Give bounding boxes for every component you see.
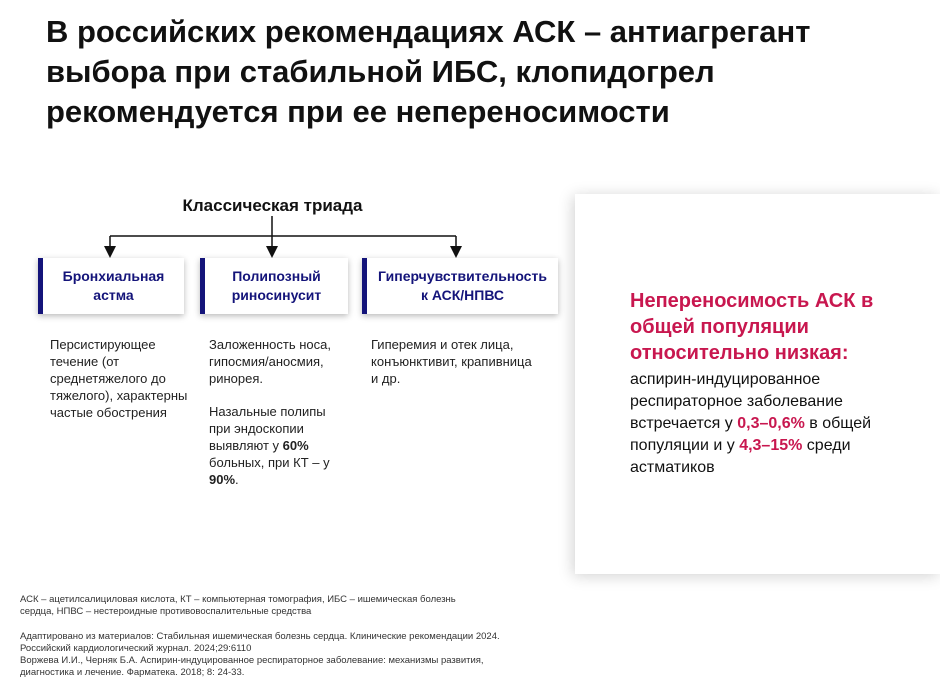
- polyps-ct-value: 90%: [209, 472, 236, 487]
- callout-heading: Непереносимость АСК в общей популяции относительно низкая:: [630, 290, 874, 364]
- reference-2: Воржева И.И., Черняк Б.А. Аспирин-индуцированное респираторное заболевание: механизмы развития, диагностика и лечение. Фарматека. 2018; 8: 24-33.: [20, 655, 484, 678]
- triad-column-rhinosinusitis-text: [209, 336, 344, 504]
- asthmatics-value: 4,3–15%: [739, 437, 803, 454]
- slide-title: В российских рекомендациях АСК – антиагрегант выбора при стабильной ИБС, клопидогрел рекомендуется при ее непереносимости: [46, 14, 811, 129]
- triad-box-rhinosinusitis: Полипозный риносинусит: [200, 258, 348, 314]
- general-population-value: 0,3–0,6%: [737, 415, 805, 432]
- callout-body: аспирин-индуцированное респираторное заболевание встречается у 0,3–0,6% в общей популяции и у 4,3–15% среди астматиков: [630, 371, 872, 476]
- triad-column-asthma-text: [50, 336, 190, 437]
- rhinosinusitis-symptoms: Заложенность носа, гипосмия/аносмия, ринорея.: [209, 337, 332, 386]
- triad-title: Классическая триада: [182, 196, 363, 215]
- triad-box-asthma: Бронхиальная астма: [38, 258, 184, 314]
- asthma-description: Персистирующее течение (от среднетяжелого до тяжелого), характерны частые обострения: [50, 337, 188, 420]
- polyps-description: Назальные полипы при эндоскопии выявляют у 60% больных, при КТ – у 90%.: [209, 404, 330, 487]
- triad-box-hypersensitivity: Гиперчувствительность к АСК/НПВС: [362, 258, 558, 314]
- triad-column-hypersensitivity-text: [371, 336, 541, 403]
- reference-1: Адаптировано из материалов: Стабильная ишемическая болезнь сердца. Клинические рекомендации 2024. Российский кардиологический журнал. 2024;29:6110: [20, 631, 500, 654]
- abbreviations-footnote: АСК – ацетилсалициловая кислота, КТ – компьютерная томография, ИБС – ишемическая болезнь сердца, НПВС – нестероидные противовоспалительные средства: [20, 594, 456, 617]
- polyps-endoscopy-value: 60%: [282, 438, 309, 453]
- intolerance-callout: [575, 194, 940, 574]
- hypersensitivity-description: Гиперемия и отек лица, конъюнктивит, крапивница и др.: [371, 337, 532, 386]
